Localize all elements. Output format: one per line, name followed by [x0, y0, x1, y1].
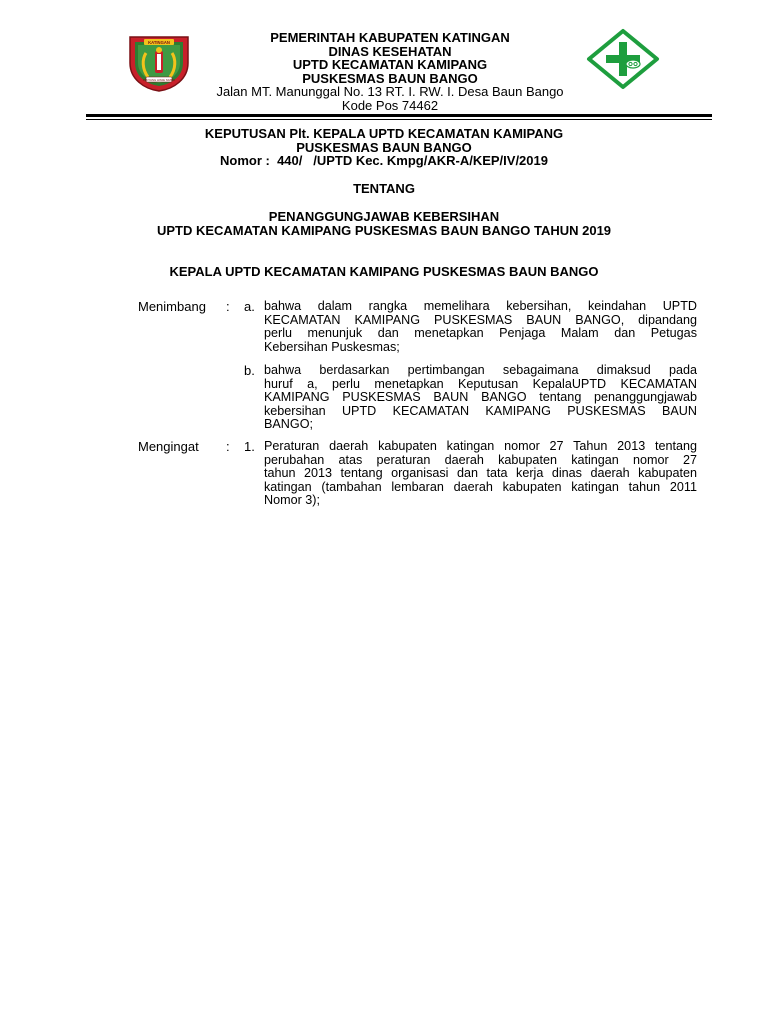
header-government: PEMERINTAH KABUPATEN KATINGAN: [270, 30, 510, 45]
mengingat-item-1: [264, 440, 697, 508]
menimbang-item-b-marker: b.: [244, 363, 255, 378]
mengingat-1-line: Peraturan daerah kabupaten katingan nomor 27 Tahun 2013 tentang: [264, 439, 697, 453]
menimbang-item-a: [264, 300, 697, 354]
menimbang-b-line: huruf a, perlu menetapkan Keputusan KepalaUPTD KECAMATAN: [264, 376, 697, 391]
decree-title-line1: KEPUTUSAN Plt. KEPALA UPTD KECAMATAN KAMIPANG: [204, 126, 564, 141]
mengingat-label: Mengingat: [138, 439, 199, 454]
mengingat-1-line: tahun 2013 tentang organisasi dan tata kerja dinas daerah kabupaten: [264, 466, 697, 481]
menimbang-a-line: KECAMATAN KAMIPANG PUSKESMAS BAUN BANGO, dipandang: [264, 312, 697, 327]
decree-about: TENTANG: [353, 181, 415, 196]
emblem-name-text: KATINGAN: [148, 40, 170, 45]
header-address: Jalan MT. Manunggal No. 13 RT. I. RW. I. Desa Baun Bango: [216, 84, 564, 99]
menimbang-label: Menimbang: [138, 299, 206, 314]
header-puskesmas: PUSKESMAS BAUN BANGO: [302, 70, 478, 86]
menimbang-a-line: bahwa dalam rangka memelihara kebersihan, keindahan UPTD: [264, 299, 697, 313]
menimbang-b-line: KAMIPANG PUSKESMAS BAUN BANGO tentang penanggungjawab: [264, 390, 697, 405]
menimbang-a-line: perlu menunjuk dan menetapkan Penjaga Malam dan Petugas: [264, 326, 697, 341]
decree-official: KEPALA UPTD KECAMATAN KAMIPANG PUSKESMAS BAUN BANGO: [169, 264, 599, 279]
decree-subject-line2: UPTD KECAMATAN KAMIPANG PUSKESMAS BAUN BANGO TAHUN 2019: [156, 223, 612, 238]
mengingat-1-line: katingan (tambahan lembaran daerah kabupaten katingan tahun 2011: [264, 479, 697, 494]
menimbang-b-line: bahwa berdasarkan pertimbangan sebagaimana dimaksud pada: [264, 363, 697, 377]
letterhead-divider-thin: [86, 119, 712, 120]
mengingat-colon: :: [226, 439, 230, 454]
mengingat-1-line: Nomor 3);: [264, 493, 320, 508]
decree-title-line2: PUSKESMAS BAUN BANGO: [296, 139, 472, 155]
decree-number: Nomor : 440/ /UPTD Kec. Kmpg/AKR-A/KEP/IV/2019: [220, 153, 548, 168]
menimbang-b-line: BANGO;: [264, 417, 313, 432]
header-agency: DINAS KESEHATAN: [328, 43, 452, 59]
menimbang-b-line: kebersihan UPTD KECAMATAN KAMIPANG PUSKESMAS BAUN: [264, 403, 697, 418]
menimbang-item-b: [264, 364, 697, 432]
letterhead-divider-thick: [86, 114, 712, 117]
header-postal-code: Kode Pos 74462: [341, 97, 439, 113]
decree-subject-line1: PENANGGUNGJAWAB KEBERSIHAN: [268, 209, 500, 224]
menimbang-a-line: Kebersihan Puskesmas;: [264, 339, 400, 354]
menimbang-item-a-marker: a.: [244, 299, 255, 314]
emblem-motto-text: PENYANG HINJE SIMPEI: [142, 78, 176, 82]
mengingat-1-line: perubahan atas peraturan daerah kabupaten katingan nomor 27: [264, 452, 697, 467]
mengingat-item-1-marker: 1.: [244, 439, 255, 454]
menimbang-colon: :: [226, 299, 230, 314]
header-district: UPTD KECAMATAN KAMIPANG: [292, 57, 488, 72]
